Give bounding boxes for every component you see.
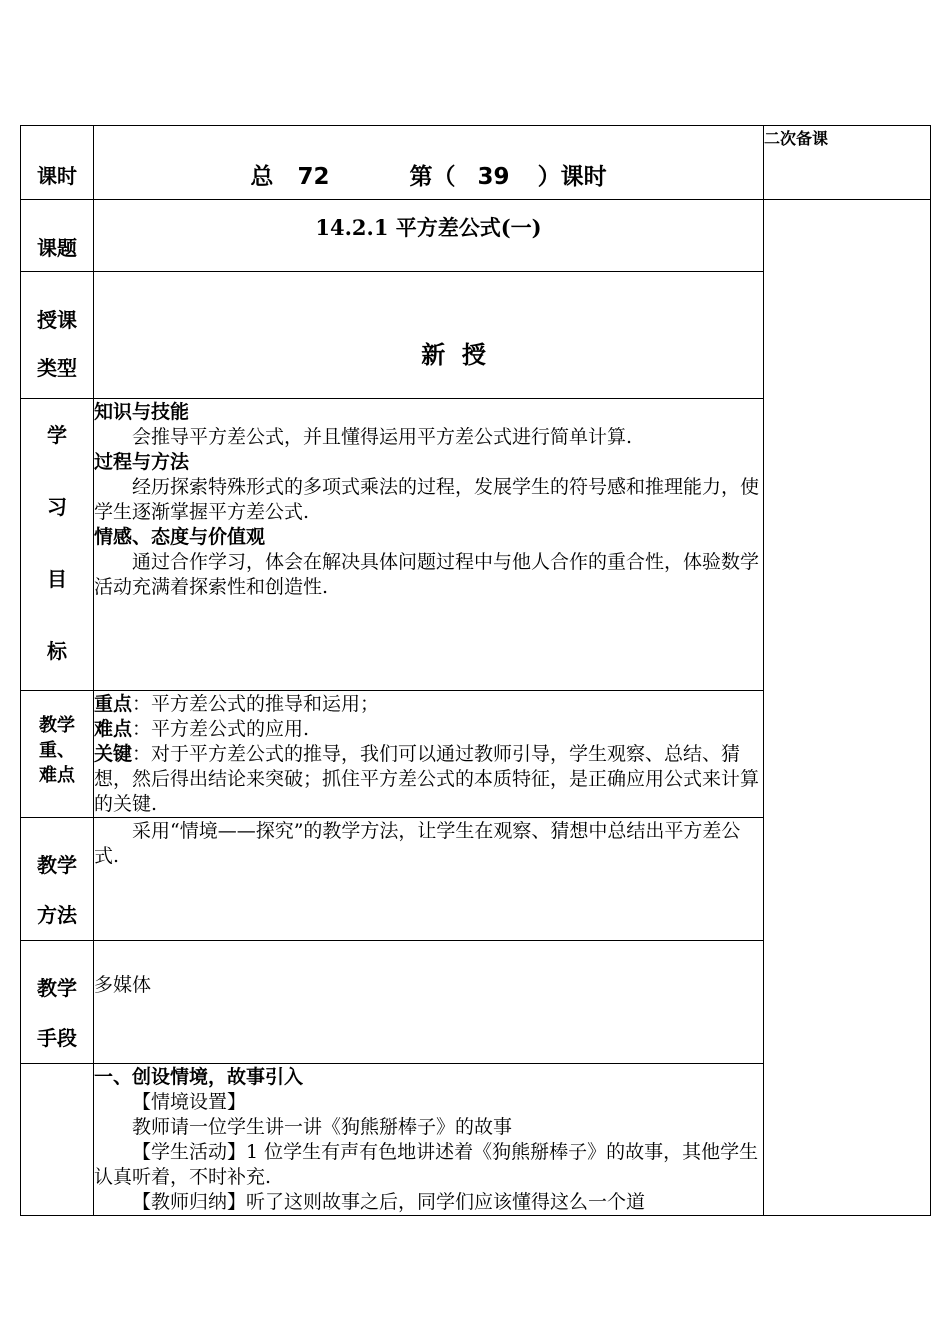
lesson-type-label: 授课 类型	[21, 272, 94, 399]
means-content	[94, 941, 764, 1064]
method-content	[94, 818, 764, 941]
scene-text: 教师请一位学生讲一讲《狗熊掰棒子》的故事	[132, 1116, 513, 1138]
means-label: 教学 手段	[21, 941, 94, 1064]
key-line: 关键：对于平方差公式的推导，我们可以通过教师引导，学生观察、总结、猜想，然后得出结论来突破；抓住平方差公式的本质特征，是正确应用公式来计算的关键.	[94, 743, 760, 815]
topic-title: 14.2.1 平方差公式(一)	[94, 200, 764, 272]
method-text: 采用“情境——探究”的教学方法，让学生在观察、猜想中总结出平方差公式.	[94, 820, 741, 867]
period-suffix: ）课时	[537, 164, 607, 190]
key-points-content	[94, 691, 764, 818]
objectives-label: 学 习 目 标	[21, 399, 94, 691]
method-label: 教学 方法	[21, 818, 94, 941]
process-content	[94, 1064, 764, 1216]
key-points-label: 教学 重、 难点	[21, 691, 94, 818]
difficulty-line: 难点：平方差公式的应用.	[94, 718, 310, 740]
topic-label: 课题	[21, 200, 94, 272]
period-label: 课时	[21, 126, 94, 200]
period-row	[21, 126, 931, 200]
scene-tag: 【情境设置】	[132, 1091, 247, 1113]
activity-line: 【学生活动】1 位学生有声有色地讲述着《狗熊掰棒子》的故事，其他学生认真听着，不时补充.	[94, 1141, 759, 1188]
summary-line: 【教师归纳】听了这则故事之后，同学们应该懂得这么一个道	[132, 1191, 646, 1213]
process-text: 经历探索特殊形式的多项式乘法的过程，发展学生的符号感和推理能力，使学生逐渐掌握平方差公式.	[94, 476, 760, 523]
knowledge-heading: 知识与技能	[94, 401, 190, 423]
process-heading: 过程与方法	[94, 451, 190, 473]
objectives-content	[94, 399, 764, 691]
period-info	[94, 126, 764, 200]
attitude-text: 通过合作学习，体会在解决具体问题过程中与他人合作的重合性，体验数学活动充满着探索性和创造性.	[94, 551, 760, 598]
period-number: 39	[477, 164, 510, 190]
total-prefix: 总	[250, 164, 274, 190]
second-prep-label: 二次备课	[764, 126, 931, 200]
lesson-plan-table	[20, 125, 931, 1216]
process-label	[21, 1064, 94, 1216]
second-prep-column	[764, 200, 931, 1216]
period-prefix: 第（	[409, 164, 456, 190]
lesson-type-value: 新 授	[94, 272, 764, 399]
process-section-heading: 一、创设情境，故事引入	[94, 1066, 304, 1088]
means-text: 多媒体	[94, 974, 152, 996]
total-number: 72	[297, 164, 330, 190]
focus-line: 重点：平方差公式的推导和运用；	[94, 693, 380, 715]
knowledge-text: 会推导平方差公式，并且懂得运用平方差公式进行简单计算.	[132, 426, 633, 448]
topic-row	[21, 200, 931, 272]
attitude-heading: 情感、态度与价值观	[94, 526, 266, 548]
